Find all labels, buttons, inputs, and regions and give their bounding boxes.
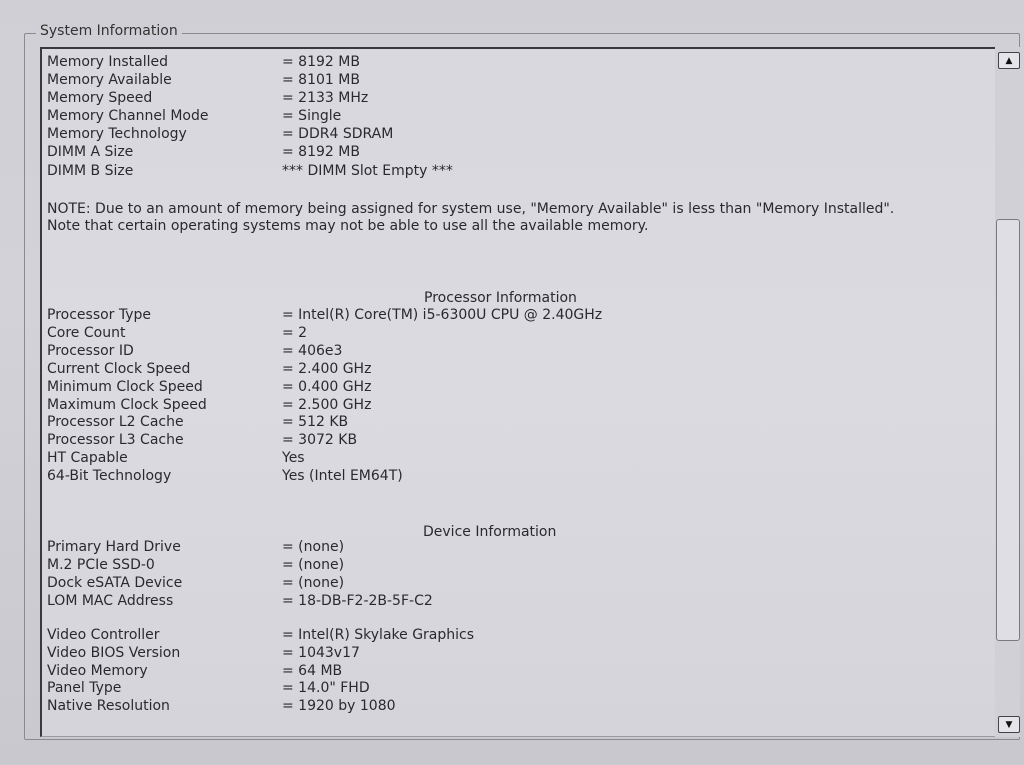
row-label: Panel Type bbox=[47, 680, 122, 696]
row-value: Yes bbox=[282, 450, 305, 466]
row-label: Core Count bbox=[47, 325, 126, 341]
row-value: *** DIMM Slot Empty *** bbox=[282, 163, 453, 179]
row-value: = 8101 MB bbox=[282, 72, 360, 88]
row-value: = 8192 MB bbox=[282, 54, 360, 70]
row-value: = 1920 by 1080 bbox=[282, 698, 396, 714]
row-value: = 1043v17 bbox=[282, 645, 360, 661]
row-value: = 2 bbox=[282, 325, 308, 341]
info-panel bbox=[40, 47, 996, 737]
row-label: Processor ID bbox=[47, 343, 134, 359]
row-label: Minimum Clock Speed bbox=[47, 379, 203, 395]
row-value: = 0.400 GHz bbox=[282, 379, 372, 395]
row-label: Current Clock Speed bbox=[47, 361, 191, 377]
triangle-down-icon: ▼ bbox=[1005, 719, 1013, 730]
scroll-up-button[interactable] bbox=[998, 52, 1020, 69]
processor-heading: Processor Information bbox=[424, 290, 577, 306]
row-value: = (none) bbox=[282, 539, 345, 555]
row-label: Processor L2 Cache bbox=[47, 414, 184, 430]
row-label: Video Controller bbox=[47, 627, 160, 643]
row-value: Yes (Intel EM64T) bbox=[282, 468, 403, 484]
row-value: = 3072 KB bbox=[282, 432, 358, 448]
row-label: LOM MAC Address bbox=[47, 593, 174, 609]
row-label: DIMM A Size bbox=[47, 144, 134, 160]
row-value: = 2.400 GHz bbox=[282, 361, 372, 377]
row-label: M.2 PCIe SSD-0 bbox=[47, 557, 155, 573]
row-label: Memory Installed bbox=[47, 54, 169, 70]
row-value: = 2133 MHz bbox=[282, 90, 369, 106]
scroll-down-button[interactable] bbox=[998, 716, 1020, 733]
row-label: Memory Technology bbox=[47, 126, 187, 142]
row-value: = Single bbox=[282, 108, 342, 124]
row-label: HT Capable bbox=[47, 450, 128, 466]
row-value: = 512 KB bbox=[282, 414, 349, 430]
row-value: = 2.500 GHz bbox=[282, 397, 372, 413]
row-label: Maximum Clock Speed bbox=[47, 397, 207, 413]
row-label: Video BIOS Version bbox=[47, 645, 181, 661]
row-value: = 64 MB bbox=[282, 663, 343, 679]
row-label: Processor Type bbox=[47, 307, 152, 323]
row-value: = 406e3 bbox=[282, 343, 343, 359]
row-value: = (none) bbox=[282, 575, 345, 591]
row-label: Native Resolution bbox=[47, 698, 170, 714]
memory-note: NOTE: Due to an amount of memory being assigned for system use, "Memory Available" is less than "Memory Installed". Note that certain operating systems may not be able to use all the available memory. bbox=[47, 201, 895, 234]
row-label: Video Memory bbox=[47, 663, 148, 679]
row-label: Memory Available bbox=[47, 72, 172, 88]
row-label: Processor L3 Cache bbox=[47, 432, 184, 448]
row-label: Dock eSATA Device bbox=[47, 575, 183, 591]
row-label: Memory Channel Mode bbox=[47, 108, 209, 124]
row-value: = (none) bbox=[282, 557, 345, 573]
row-label: 64-Bit Technology bbox=[47, 468, 172, 484]
scrollbar-thumb[interactable] bbox=[996, 219, 1020, 641]
row-value: = 8192 MB bbox=[282, 144, 360, 160]
row-value: = Intel(R) Skylake Graphics bbox=[282, 627, 475, 643]
device-heading: Device Information bbox=[423, 524, 557, 540]
row-value: = Intel(R) Core(TM) i5-6300U CPU @ 2.40GHz bbox=[282, 307, 603, 323]
group-title: System Information bbox=[36, 23, 182, 39]
row-value: = 18-DB-F2-2B-5F-C2 bbox=[282, 593, 433, 609]
row-value: = 14.0" FHD bbox=[282, 680, 370, 696]
row-label: DIMM B Size bbox=[47, 163, 134, 179]
row-label: Memory Speed bbox=[47, 90, 153, 106]
triangle-up-icon: ▲ bbox=[1005, 55, 1013, 66]
row-value: = DDR4 SDRAM bbox=[282, 126, 394, 142]
vertical-scrollbar[interactable] bbox=[995, 47, 1020, 737]
row-label: Primary Hard Drive bbox=[47, 539, 181, 555]
